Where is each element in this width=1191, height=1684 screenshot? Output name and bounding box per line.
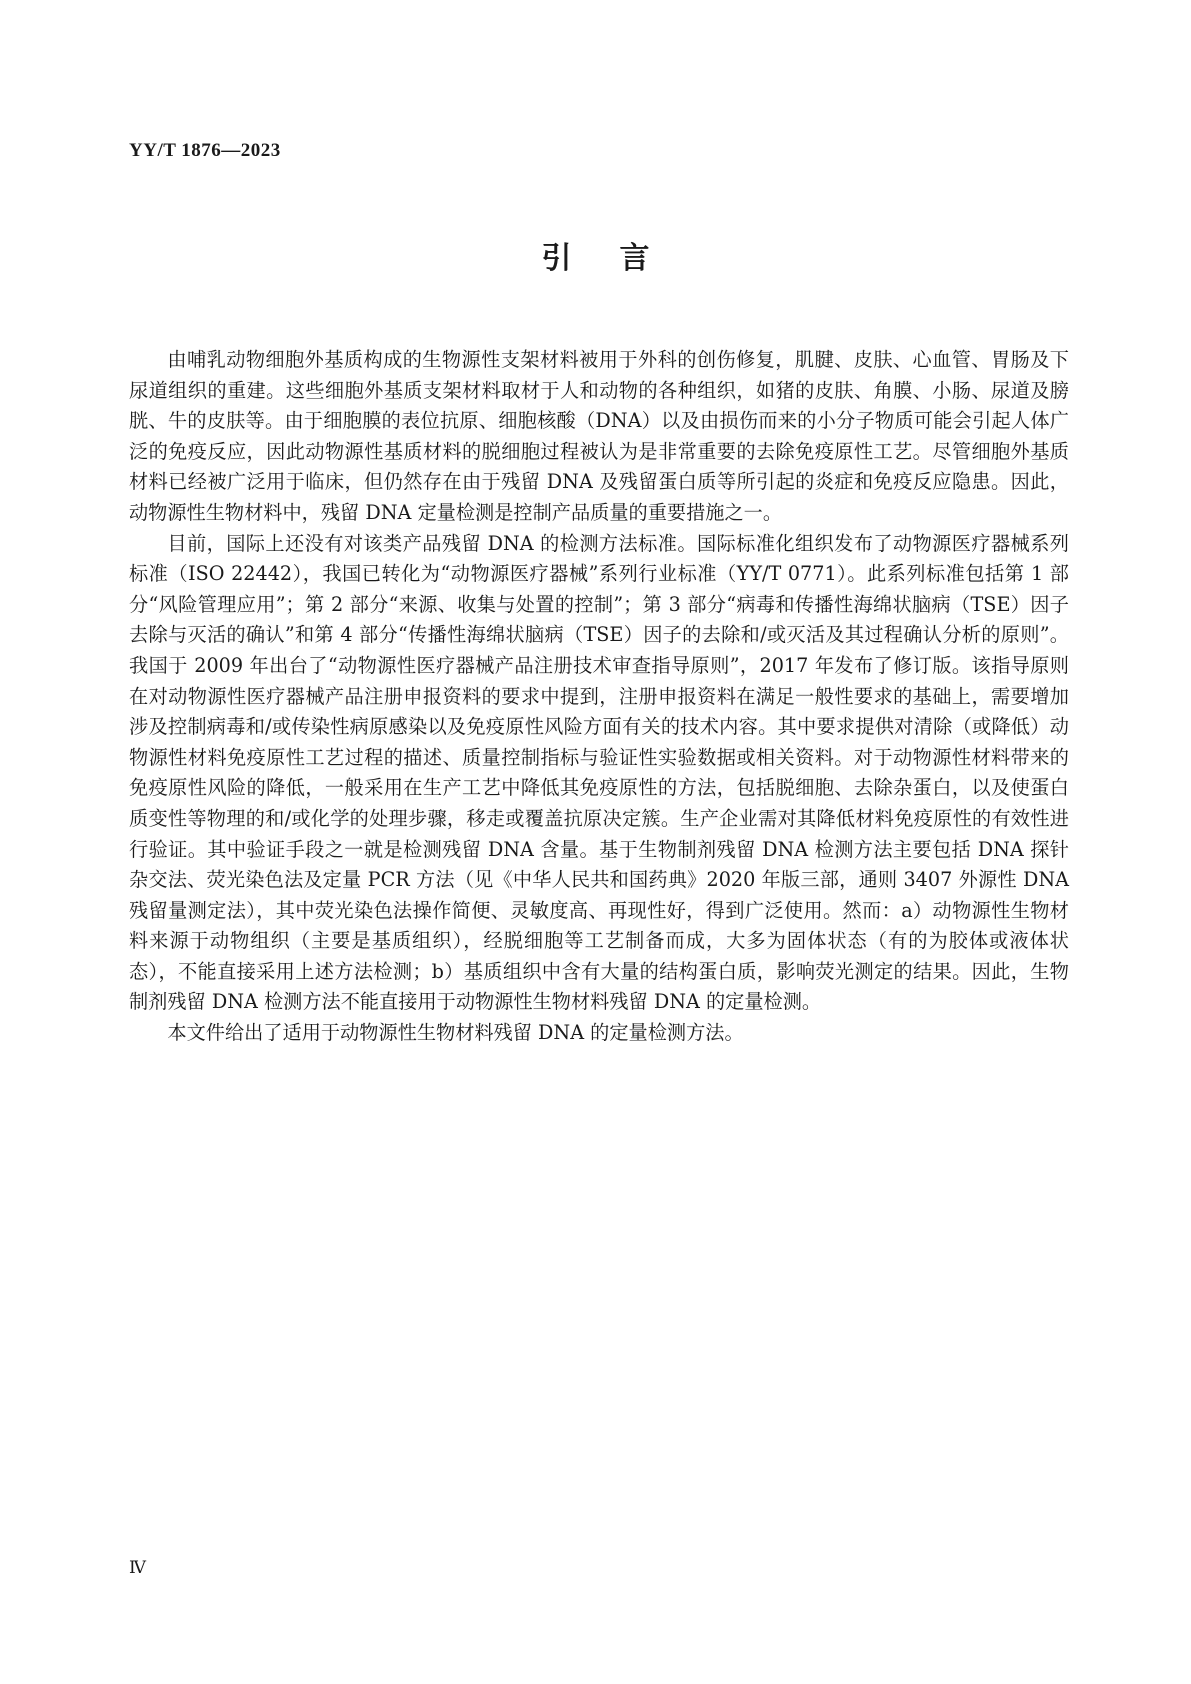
paragraph: 由哺乳动物细胞外基质构成的生物源性支架材料被用于外科的创伤修复，肌腱、皮肤、心血管、胃肠及下尿道组织的重建。这些细胞外基质支架材料取材于人和动物的各种组织，如猪的皮肤、角膜、小肠、尿道及膀胱、牛的皮肤等。由于细胞膜的表位抗原、细胞核酸（DNA）以及由损伤而来的小分子物质可能会引起人体广泛的免疫反应，因此动物源性基质材料的脱细胞过程被认为是非常重要的去除免疫原性工艺。尽管细胞外基质材料已经被广泛用于临床，但仍然存在由于残留 DNA 及残留蛋白质等所引起的炎症和免疫反应隐患。因此，动物源性生物材料中，残留 DNA 定量检测是控制产品质量的重要措施之一。 <box>129 348 1069 524</box>
paragraph: 目前，国际上还没有对该类产品残留 DNA 的检测方法标准。国际标准化组织发布了动物源医疗器械系列标准（ISO 22442），我国已转化为“动物源医疗器械”系列行业标准（YY/T 0771）。此系列标准包括第 1 部分“风险管理应用”；第 2 部分“来源、收集与处置的控制”；第 3 部分“病毒和传播性海绵状脑病（TSE）因子去除与灭活的确认”和第 4 部分“传播性海绵状脑病（TSE）因子的去除和/或灭活及其过程确认分析的原则”。我国于 2009 年出台了“动物源性医疗器械产品注册技术审查指导原则”，2017 年发布了修订版。该指导原则在对动物源性医疗器械产品注册申报资料的要求中提到，注册申报资料在满足一般性要求的基础上，需要增加涉及控制病毒和/或传染性病原感染以及免疫原性风险方面有关的技术内容。其中要求提供对清除（或降低）动物源性材料免疫原性工艺过程的描述、质量控制指标与验证性实验数据或相关资料。对于动物源性材料带来的免疫原性风险的降低，一般采用在生产工艺中降低其免疫原性的方法，包括脱细胞、去除杂蛋白，以及使蛋白质变性等物理的和/或化学的处理步骤，移走或覆盖抗原决定簇。生产企业需对其降低材料免疫原性的有效性进行验证。其中验证手段之一就是检测残留 DNA 含量。基于生物制剂残留 DNA 检测方法主要包括 DNA 探针杂交法、荧光染色法及定量 PCR 方法（见《中华人民共和国药典》2020 年版三部，通则 3407 外源性 DNA 残留量测定法），其中荧光染色法操作简便、灵敏度高、再现性好，得到广泛使用。然而：a）动物源性生物材料来源于动物组织（主要是基质组织），经脱细胞等工艺制备而成，大多为固体状态（有的为胶体或液体状态），不能直接采用上述方法检测；b）基质组织中含有大量的结构蛋白质，影响荧光测定的结果。因此，生物制剂残留 DNA 检测方法不能直接用于动物源性生物材料残留 DNA 的定量检测。 <box>129 531 1069 1014</box>
paragraph: 本文件给出了适用于动物源性生物材料残留 DNA 的定量检测方法。 <box>167 1021 744 1045</box>
page-number: Ⅳ <box>129 1558 146 1577</box>
standard-code: YY/T 1876—2023 <box>129 140 281 161</box>
introduction-body <box>129 345 1069 1049</box>
page-title: 引言 <box>541 241 698 276</box>
